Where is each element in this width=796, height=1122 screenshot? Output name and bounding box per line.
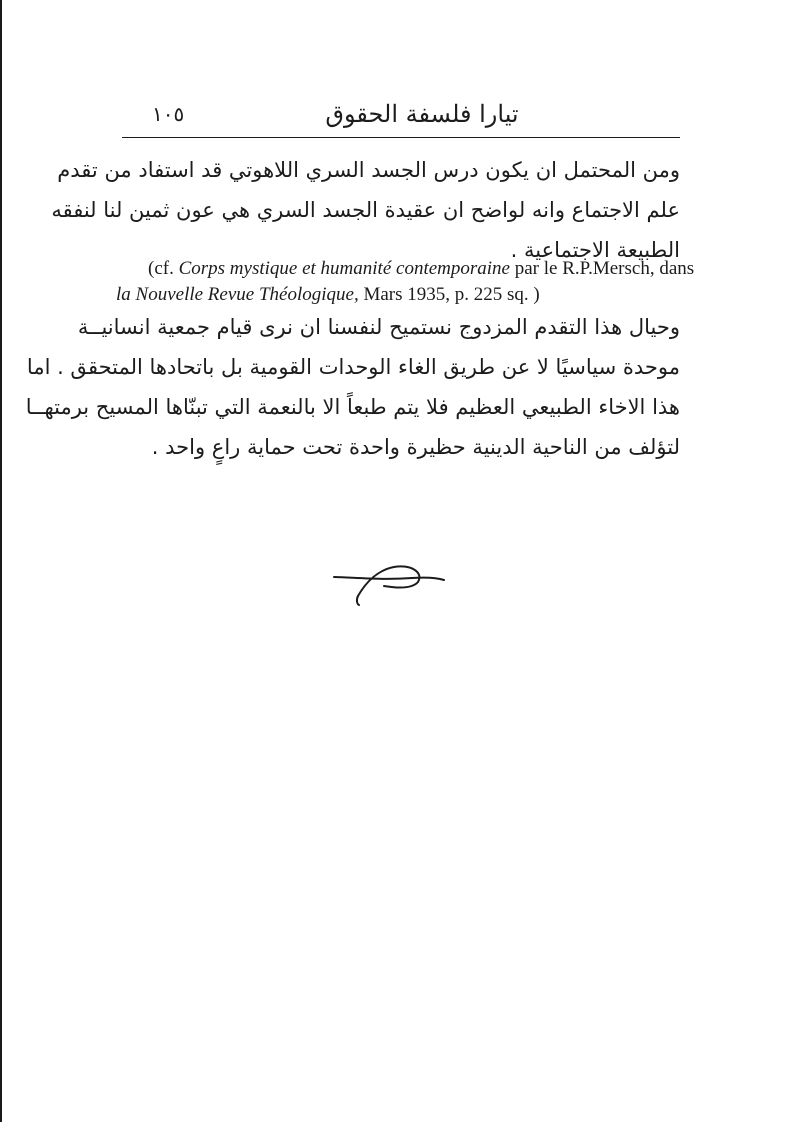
paragraph-2-line: وحيال هذا التقدم المزدوج نستميح لنفسنا ان نرى قيام جمعية انسانيــة: [77, 315, 680, 339]
reference-line-2: [116, 282, 686, 308]
reference-line-1: [116, 256, 695, 282]
paragraph-2-line: هذا الاخاء الطبيعي العظيم فلا يتم طبعاً الا بالنعمة التي تبنّاها المسيح برمتهــا: [25, 395, 680, 419]
running-title: تيارا فلسفة الحقوق: [325, 100, 519, 128]
reference-work-title: Corps mystique et humanité contemporaine: [178, 258, 510, 279]
paragraph-2-line: لتؤلف من الناحية الدينية حظيرة واحدة تحت حماية راعٍ واحد .: [151, 435, 680, 459]
reference-open: (cf.: [148, 258, 179, 279]
scan-edge: [0, 0, 2, 1122]
bibliographic-reference: [116, 256, 695, 308]
reference-journal: la Nouvelle Revue Théologique,: [116, 284, 359, 305]
page-header: [122, 98, 680, 132]
paragraph-2: [25, 307, 680, 467]
paragraph-1-line: علم الاجتماع وانه لواضح ان عقيدة الجسد السري هي عون ثمين لنا لنفقه: [51, 198, 680, 222]
paragraph-1-line: الطبيعة الاجتماعية .: [510, 238, 680, 262]
header-rule: [122, 137, 680, 138]
reference-author: par le R.P.Mersch, dans: [510, 258, 695, 279]
end-ornament: [332, 560, 446, 610]
reference-citation: Mars 1935, p. 225 sq. ): [358, 284, 540, 305]
paragraph-2-line: موحدة سياسيًا لا عن طريق الغاء الوحدات القومية بل باتحادها المتحقق . اما: [26, 355, 680, 379]
paragraph-1-line: ومن المحتمل ان يكون درس الجسد السري اللاهوتي قد استفاد من تقدم: [57, 158, 680, 182]
page-number: ١٠٥: [152, 102, 185, 126]
paragraph-1: [51, 150, 680, 270]
